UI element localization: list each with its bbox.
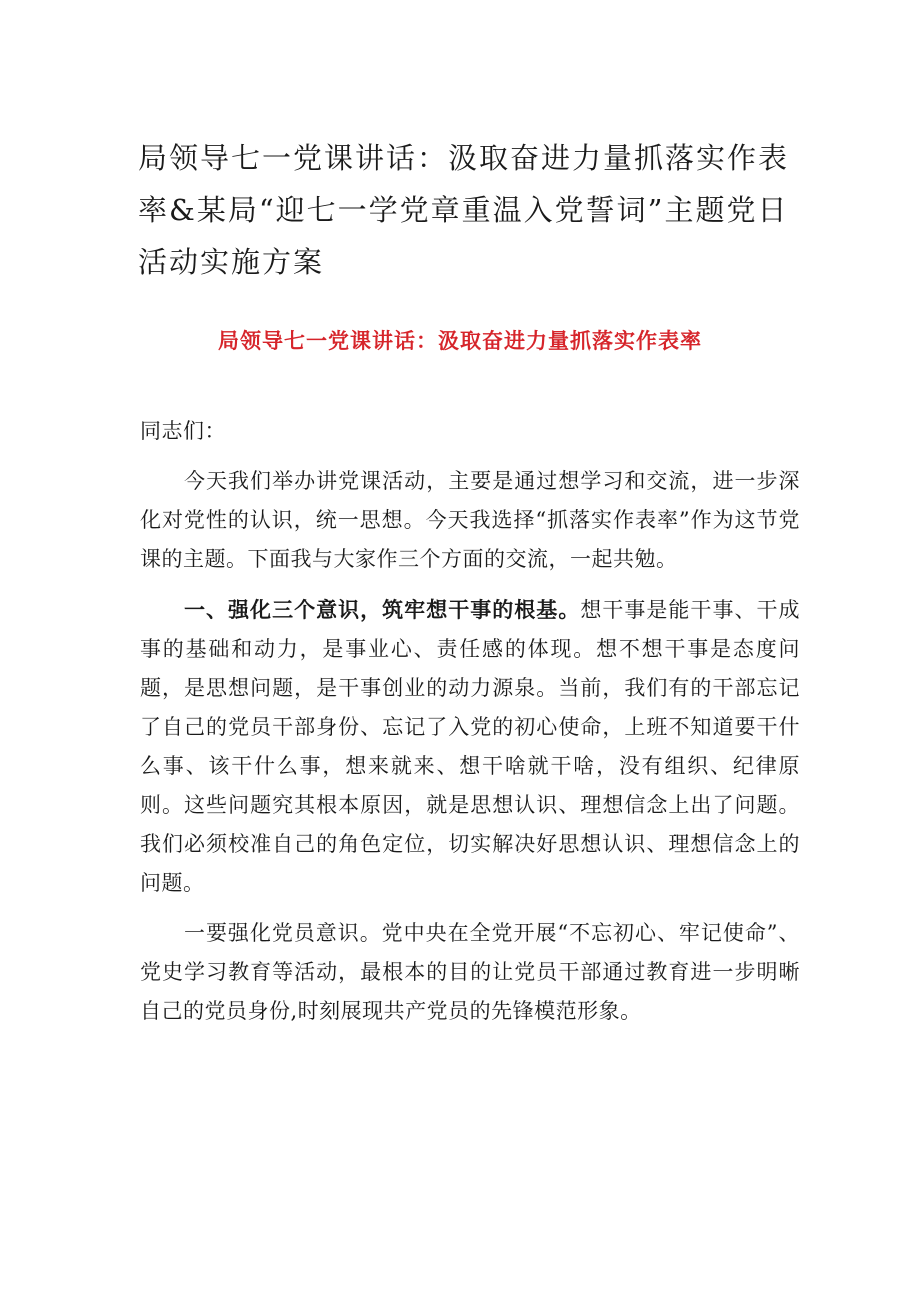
paragraph-intro: 今天我们举办讲党课活动，主要是通过想学习和交流，进一步深化对党性的认识，统一思想。今天我选择“抓落实作表率”作为这节党课的主题。下面我与大家作三个方面的交流，一起共勉。 [140, 469, 800, 571]
paragraph-heading: 一、强化三个意识，筑牢想干事的根基。 [184, 597, 581, 622]
salutation: 同志们： [140, 419, 226, 443]
document-body [140, 412, 800, 1042]
document-title: 局领导七一党课讲话：汲取奋进力量抓落实作表率&某局“迎七一学党章重温入党誓词”主题党日活动实施方案 [138, 141, 790, 279]
paragraph-body: 想干事是能干事、干成事的基础和动力，是事业心、责任感的体现。想不想干事是态度问题，是思想问题，是干事创业的动力源泉。当前，我们有的干部忘记了自己的党员干部身份、忘记了入党的初心使命，上班不知道要干什么事、该干什么事，想来就来、想干啥就干啥，没有组织、纪律原则。这些问题究其根本原因，就是思想认识、理想信念上出了问题。我们必须校准自己的角色定位，切实解决好思想认识、理想信念上的问题。 [140, 598, 801, 895]
section-title: 局领导七一党课讲话：汲取奋进力量抓落实作表率 [218, 328, 702, 353]
paragraph-party-awareness: 一要强化党员意识。党中央在全党开展“不忘初心、牢记使命”、党史学习教育等活动，最根本的目的让党员干部通过教育进一步明晰自己的党员身份,时刻展现共产党员的先锋模范形象。 [140, 921, 800, 1023]
paragraph-section-one [140, 590, 800, 903]
